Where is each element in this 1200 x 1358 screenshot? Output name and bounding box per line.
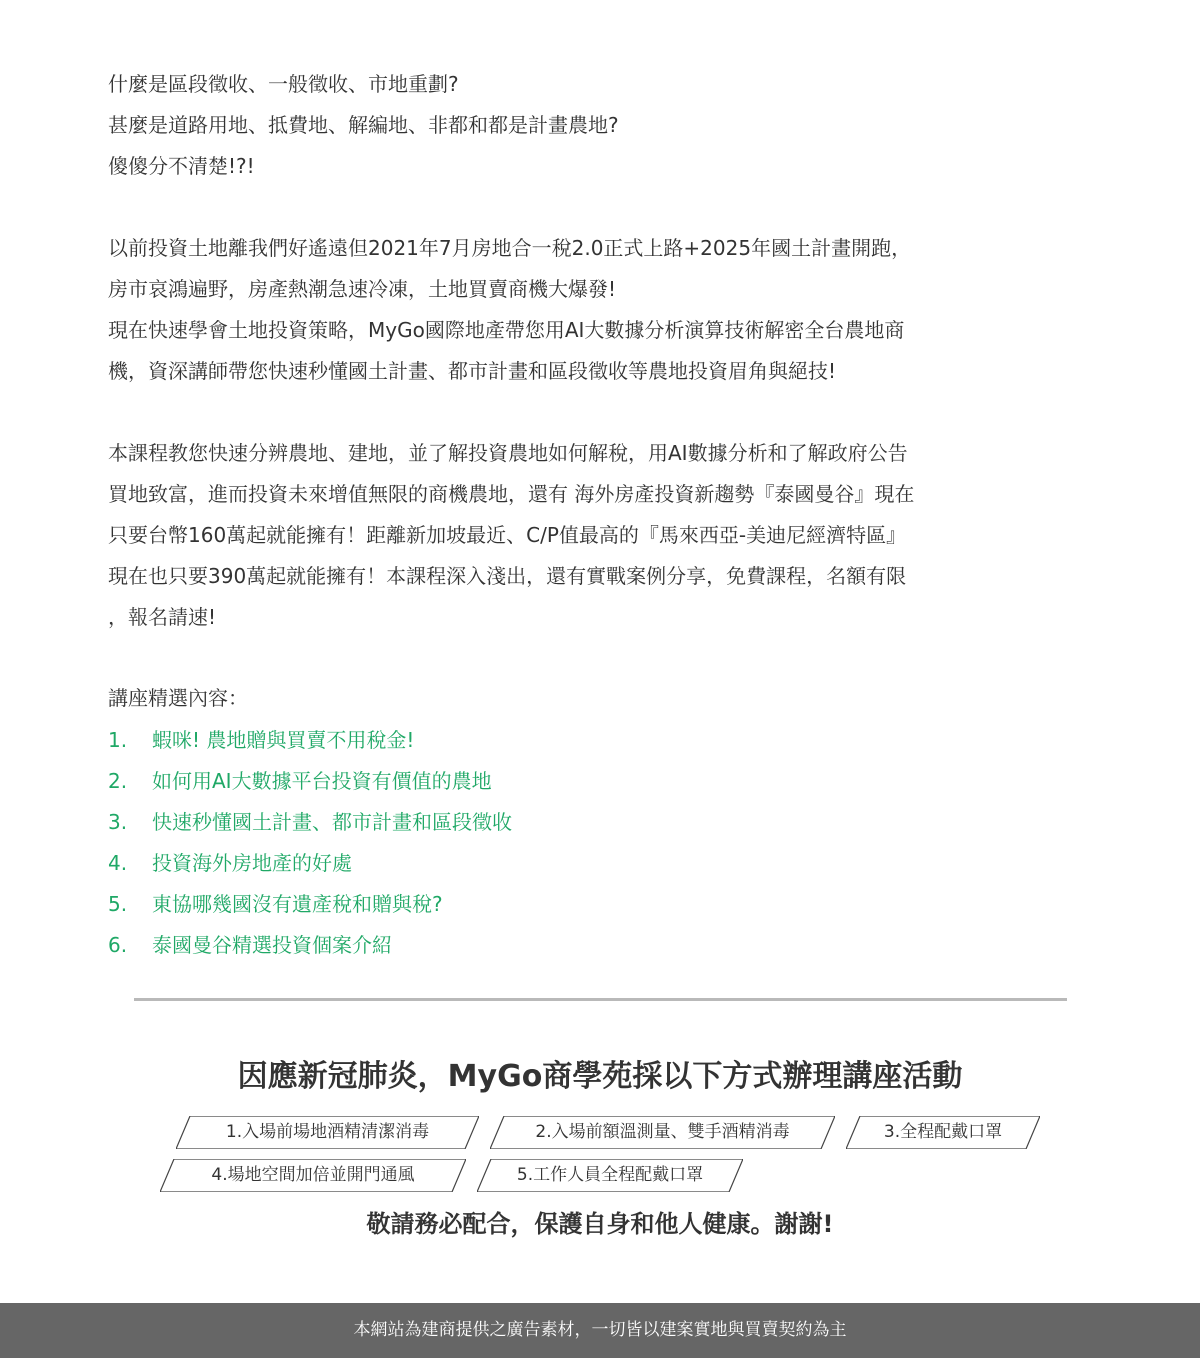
measure-badge <box>846 1116 1040 1149</box>
section-divider <box>134 998 1067 1001</box>
measure-text: 4.場地空間加倍並開門通風 <box>211 1165 415 1185</box>
intro-line: 買地致富，進而投資未來增值無限的商機農地，還有 海外房產投資新趨勢『泰國曼谷』現在 <box>108 482 915 506</box>
list-item <box>108 720 512 761</box>
intro-line: 只要台幣160萬起就能擁有！距離新加坡最近、C/P值最高的『馬來西亞-美迪尼經濟特區』 <box>108 523 907 547</box>
list-item-number: 6. <box>108 933 128 957</box>
list-item-text: 東協哪幾國沒有遺產稅和贈與稅? <box>152 892 443 916</box>
intro-line: 現在快速學會土地投資策略，MyGo國際地產帶您用AI大數據分析演算技術解密全台農地商 <box>108 318 905 342</box>
notice-title: 因應新冠肺炎，MyGo商學苑採以下方式辦理講座活動 <box>237 1059 963 1094</box>
measure-badge <box>160 1159 466 1192</box>
intro-line: 傻傻分不清楚!?! <box>108 154 255 178</box>
intro-line: 以前投資土地離我們好遙遠但2021年7月房地合一稅2.0正式上路+2025年國土計畫開跑， <box>108 236 912 260</box>
list-item-text: 快速秒懂國土計畫、都市計畫和區段徵收 <box>152 810 512 834</box>
topics-list <box>108 720 512 966</box>
footer-disclaimer: 本網站為建商提供之廣告素材，一切皆以建案實地與買賣契約為主 <box>0 1303 1200 1358</box>
intro-line: 房市哀鴻遍野，房產熱潮急速冷凍，土地買賣商機大爆發! <box>108 277 617 301</box>
list-item <box>108 761 512 802</box>
list-item-text: 蝦咪! 農地贈與買賣不用稅金! <box>152 728 415 752</box>
closing-message: 敬請務必配合，保護自身和他人健康。謝謝! <box>366 1210 834 1238</box>
list-item-number: 3. <box>108 810 128 834</box>
intro-line: 什麼是區段徵收、一般徵收、市地重劃? <box>108 72 459 96</box>
list-item-text: 投資海外房地產的好處 <box>152 851 352 875</box>
measure-badge <box>176 1116 479 1149</box>
list-item-number: 5. <box>108 892 128 916</box>
intro-text <box>108 64 1108 638</box>
list-item-text: 如何用AI大數據平台投資有價值的農地 <box>152 769 492 793</box>
list-item <box>108 802 512 843</box>
topics-heading: 講座精選內容： <box>108 686 248 710</box>
intro-line: ，報名請速! <box>108 605 217 629</box>
measure-badge <box>477 1159 743 1192</box>
measure-text: 5.工作人員全程配戴口罩 <box>516 1165 704 1185</box>
list-item-number: 1. <box>108 728 128 752</box>
intro-line: 本課程教您快速分辨農地、建地，並了解投資農地如何解稅，用AI數據分析和了解政府公告 <box>108 441 908 465</box>
intro-line: 現在也只要390萬起就能擁有！本課程深入淺出，還有實戰案例分享，免費課程，名額有限 <box>108 564 907 588</box>
list-item <box>108 843 512 884</box>
list-item-number: 4. <box>108 851 128 875</box>
measure-text: 2.入場前額溫測量、雙手酒精消毒 <box>535 1122 790 1142</box>
intro-line: 機，資深講師帶您快速秒懂國土計畫、都市計畫和區段徵收等農地投資眉角與絕技! <box>108 359 837 383</box>
measure-text: 1.入場前場地酒精清潔消毒 <box>225 1122 430 1142</box>
list-item <box>108 925 512 966</box>
measure-badge <box>490 1116 835 1149</box>
measure-text: 3.全程配戴口罩 <box>883 1122 1003 1142</box>
list-item <box>108 884 512 925</box>
intro-line: 甚麼是道路用地、抵費地、解編地、非都和都是計畫農地? <box>108 113 619 137</box>
list-item-text: 泰國曼谷精選投資個案介紹 <box>152 933 392 957</box>
list-item-number: 2. <box>108 769 128 793</box>
